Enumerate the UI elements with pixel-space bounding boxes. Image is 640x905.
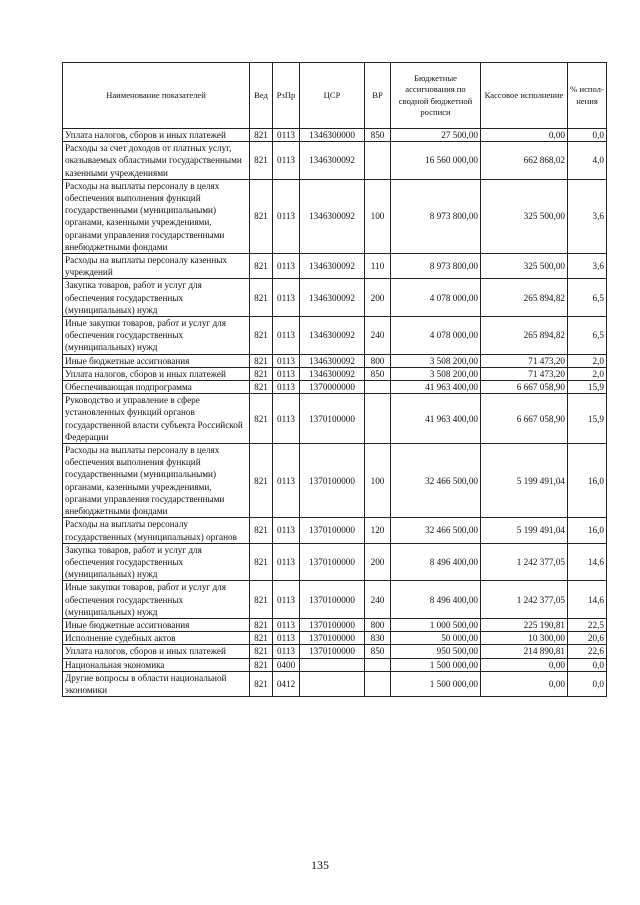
table-row — [63, 632, 607, 645]
row-name: Другие вопросы в области национальной экономики — [63, 671, 250, 696]
row-name: Иные бюджетные ассигнования — [63, 618, 250, 631]
row-ved: 821 — [250, 632, 273, 645]
row-rzpr: 0113 — [273, 381, 300, 394]
row-rzpr: 0113 — [273, 279, 300, 317]
table-header-row — [63, 63, 607, 129]
row-name: Уплата налогов, сборов и иных платежей — [63, 129, 250, 142]
header-rzpr: РзПр — [273, 63, 300, 129]
row-csr: 1370100000 — [300, 444, 365, 518]
row-pct: 0,0 — [568, 658, 607, 671]
row-rzpr: 0113 — [273, 581, 300, 619]
row-vr: 100 — [365, 179, 391, 253]
row-rzpr: 0400 — [273, 658, 300, 671]
row-csr: 1346300092 — [300, 254, 365, 279]
row-plan: 50 000,00 — [391, 632, 481, 645]
row-csr: 1370000000 — [300, 381, 365, 394]
row-rzpr: 0113 — [273, 632, 300, 645]
row-pct: 20,6 — [568, 632, 607, 645]
row-fact: 265 894,82 — [481, 279, 568, 317]
row-plan: 950 500,00 — [391, 645, 481, 658]
row-rzpr: 0113 — [273, 645, 300, 658]
row-ved: 821 — [250, 179, 273, 253]
row-ved: 821 — [250, 317, 273, 355]
table-row — [63, 381, 607, 394]
row-csr: 1346300092 — [300, 142, 365, 180]
row-csr: 1370100000 — [300, 645, 365, 658]
header-vr: ВР — [365, 63, 391, 129]
row-pct: 16,0 — [568, 518, 607, 543]
row-plan: 16 560 000,00 — [391, 142, 481, 180]
row-name: Расходы на выплаты персоналу казенных учреждений — [63, 254, 250, 279]
row-rzpr: 0113 — [273, 518, 300, 543]
row-name: Расходы за счет доходов от платных услуг, оказываемых областными государственными казенными учреждениями — [63, 142, 250, 180]
row-plan: 41 963 400,00 — [391, 394, 481, 444]
table-row — [63, 645, 607, 658]
row-csr: 1346300092 — [300, 179, 365, 253]
row-rzpr: 0113 — [273, 543, 300, 581]
row-name: Закупка товаров, работ и услуг для обеспечения государственных (муниципальных) нужд — [63, 543, 250, 581]
row-pct: 22,6 — [568, 645, 607, 658]
table-row — [63, 254, 607, 279]
row-csr: 1370100000 — [300, 518, 365, 543]
header-plan: Бюджетные ассигнования по сводной бюджетной росписи — [391, 63, 481, 129]
header-name: Наименование показателей — [63, 63, 250, 129]
table-row — [63, 618, 607, 631]
row-pct: 6,5 — [568, 279, 607, 317]
header-csr: ЦСР — [300, 63, 365, 129]
row-csr: 1370100000 — [300, 632, 365, 645]
row-ved: 821 — [250, 645, 273, 658]
row-ved: 821 — [250, 543, 273, 581]
row-fact: 5 199 491,04 — [481, 518, 568, 543]
row-csr: 1346300092 — [300, 317, 365, 355]
row-rzpr: 0113 — [273, 129, 300, 142]
row-ved: 821 — [250, 671, 273, 696]
row-csr: 1370100000 — [300, 618, 365, 631]
row-vr: 800 — [365, 618, 391, 631]
row-name: Обеспечивающая подпрограмма — [63, 381, 250, 394]
row-plan: 41 963 400,00 — [391, 381, 481, 394]
row-plan: 3 508 200,00 — [391, 354, 481, 367]
row-csr: 1370100000 — [300, 543, 365, 581]
row-csr: 1346300092 — [300, 279, 365, 317]
row-vr — [365, 381, 391, 394]
row-name: Расходы на выплаты персоналу в целях обеспечения выполнения функций государственными (муниципальными) органами, казенными учреждениями, органами управления государственными внебюджетными фондами — [63, 179, 250, 253]
row-vr — [365, 394, 391, 444]
row-pct: 22,5 — [568, 618, 607, 631]
row-pct: 3,6 — [568, 254, 607, 279]
row-vr: 850 — [365, 367, 391, 380]
row-pct: 15,9 — [568, 381, 607, 394]
row-vr: 240 — [365, 581, 391, 619]
row-plan: 4 078 000,00 — [391, 279, 481, 317]
row-name: Исполнение судебных актов — [63, 632, 250, 645]
row-name: Руководство и управление в сфере установленных функций органов государственной власти субъекта Российской Федерации — [63, 394, 250, 444]
table-row — [63, 179, 607, 253]
row-vr: 830 — [365, 632, 391, 645]
row-csr: 1346300092 — [300, 354, 365, 367]
row-fact: 0,00 — [481, 129, 568, 142]
table-row — [63, 142, 607, 180]
row-ved: 821 — [250, 279, 273, 317]
row-pct: 4,0 — [568, 142, 607, 180]
table-row — [63, 671, 607, 696]
row-csr: 1346300000 — [300, 129, 365, 142]
row-name: Иные закупки товаров, работ и услуг для обеспечения государственных (муниципальных) нужд — [63, 581, 250, 619]
row-csr: 1346300092 — [300, 367, 365, 380]
row-name: Уплата налогов, сборов и иных платежей — [63, 645, 250, 658]
row-pct: 0,0 — [568, 671, 607, 696]
row-ved: 821 — [250, 618, 273, 631]
row-vr: 100 — [365, 444, 391, 518]
row-fact: 6 667 058,90 — [481, 381, 568, 394]
row-rzpr: 0113 — [273, 142, 300, 180]
row-plan: 4 078 000,00 — [391, 317, 481, 355]
table-row — [63, 518, 607, 543]
row-name: Иные закупки товаров, работ и услуг для обеспечения государственных (муниципальных) нужд — [63, 317, 250, 355]
row-name: Расходы на выплаты персоналу в целях обеспечения выполнения функций государственными (муниципальными) органами, казенными учреждениями, органами управления государственными внебюджетными фондами — [63, 444, 250, 518]
row-rzpr: 0113 — [273, 444, 300, 518]
row-fact: 1 242 377,05 — [481, 543, 568, 581]
row-vr: 850 — [365, 129, 391, 142]
row-vr: 200 — [365, 279, 391, 317]
row-plan: 27 500,00 — [391, 129, 481, 142]
table-row — [63, 279, 607, 317]
row-name: Уплата налогов, сборов и иных платежей — [63, 367, 250, 380]
row-ved: 821 — [250, 394, 273, 444]
row-fact: 5 199 491,04 — [481, 444, 568, 518]
table-row — [63, 317, 607, 355]
row-fact: 0,00 — [481, 658, 568, 671]
table-row — [63, 129, 607, 142]
row-vr: 240 — [365, 317, 391, 355]
row-pct: 16,0 — [568, 444, 607, 518]
row-vr — [365, 671, 391, 696]
row-rzpr: 0113 — [273, 394, 300, 444]
budget-table — [62, 62, 607, 697]
row-plan: 8 496 400,00 — [391, 543, 481, 581]
row-csr: 1370100000 — [300, 394, 365, 444]
row-pct: 14,6 — [568, 543, 607, 581]
row-plan: 1 500 000,00 — [391, 671, 481, 696]
table-row — [63, 543, 607, 581]
table-row — [63, 581, 607, 619]
row-name: Расходы на выплаты персоналу государственных (муниципальных) органов — [63, 518, 250, 543]
row-plan: 8 973 800,00 — [391, 254, 481, 279]
table-body — [63, 129, 607, 697]
row-csr — [300, 671, 365, 696]
row-fact: 1 242 377,05 — [481, 581, 568, 619]
row-pct: 6,5 — [568, 317, 607, 355]
row-fact: 662 868,02 — [481, 142, 568, 180]
row-ved: 821 — [250, 254, 273, 279]
row-fact: 0,00 — [481, 671, 568, 696]
header-pct: % испол-нения — [568, 63, 607, 129]
row-rzpr: 0113 — [273, 354, 300, 367]
row-ved: 821 — [250, 658, 273, 671]
row-rzpr: 0113 — [273, 179, 300, 253]
row-ved: 821 — [250, 518, 273, 543]
row-fact: 225 190,81 — [481, 618, 568, 631]
row-name: Иные бюджетные ассигнования — [63, 354, 250, 367]
table-row — [63, 354, 607, 367]
row-name: Национальная экономика — [63, 658, 250, 671]
row-rzpr: 0113 — [273, 618, 300, 631]
row-rzpr: 0412 — [273, 671, 300, 696]
row-ved: 821 — [250, 354, 273, 367]
row-fact: 6 667 058,90 — [481, 394, 568, 444]
row-csr — [300, 658, 365, 671]
row-vr: 850 — [365, 645, 391, 658]
row-fact: 71 473,20 — [481, 367, 568, 380]
row-rzpr: 0113 — [273, 254, 300, 279]
row-pct: 3,6 — [568, 179, 607, 253]
row-fact: 214 890,81 — [481, 645, 568, 658]
row-fact: 71 473,20 — [481, 354, 568, 367]
row-vr — [365, 142, 391, 180]
table-row — [63, 394, 607, 444]
header-ved: Вед — [250, 63, 273, 129]
row-rzpr: 0113 — [273, 367, 300, 380]
row-pct: 2,0 — [568, 367, 607, 380]
row-plan: 8 973 800,00 — [391, 179, 481, 253]
row-ved: 821 — [250, 129, 273, 142]
row-fact: 10 300,00 — [481, 632, 568, 645]
header-fact: Кассовое исполнение — [481, 63, 568, 129]
row-ved: 821 — [250, 367, 273, 380]
row-ved: 821 — [250, 444, 273, 518]
row-vr: 110 — [365, 254, 391, 279]
row-pct: 2,0 — [568, 354, 607, 367]
row-ved: 821 — [250, 581, 273, 619]
row-plan: 8 496 400,00 — [391, 581, 481, 619]
budget-sheet — [62, 62, 606, 697]
row-plan: 1 000 500,00 — [391, 618, 481, 631]
row-plan: 3 508 200,00 — [391, 367, 481, 380]
row-ved: 821 — [250, 381, 273, 394]
row-pct: 0,0 — [568, 129, 607, 142]
row-name: Закупка товаров, работ и услуг для обеспечения государственных (муниципальных) нужд — [63, 279, 250, 317]
row-plan: 32 466 500,00 — [391, 444, 481, 518]
row-csr: 1370100000 — [300, 581, 365, 619]
row-vr: 120 — [365, 518, 391, 543]
row-plan: 1 500 000,00 — [391, 658, 481, 671]
table-row — [63, 658, 607, 671]
row-fact: 325 500,00 — [481, 254, 568, 279]
row-vr — [365, 658, 391, 671]
row-vr: 200 — [365, 543, 391, 581]
row-plan: 32 466 500,00 — [391, 518, 481, 543]
row-fact: 325 500,00 — [481, 179, 568, 253]
row-pct: 14,6 — [568, 581, 607, 619]
row-pct: 15,9 — [568, 394, 607, 444]
row-fact: 265 894,82 — [481, 317, 568, 355]
row-ved: 821 — [250, 142, 273, 180]
table-row — [63, 444, 607, 518]
row-rzpr: 0113 — [273, 317, 300, 355]
row-vr: 800 — [365, 354, 391, 367]
page-number: 135 — [311, 858, 329, 872]
table-row — [63, 367, 607, 380]
